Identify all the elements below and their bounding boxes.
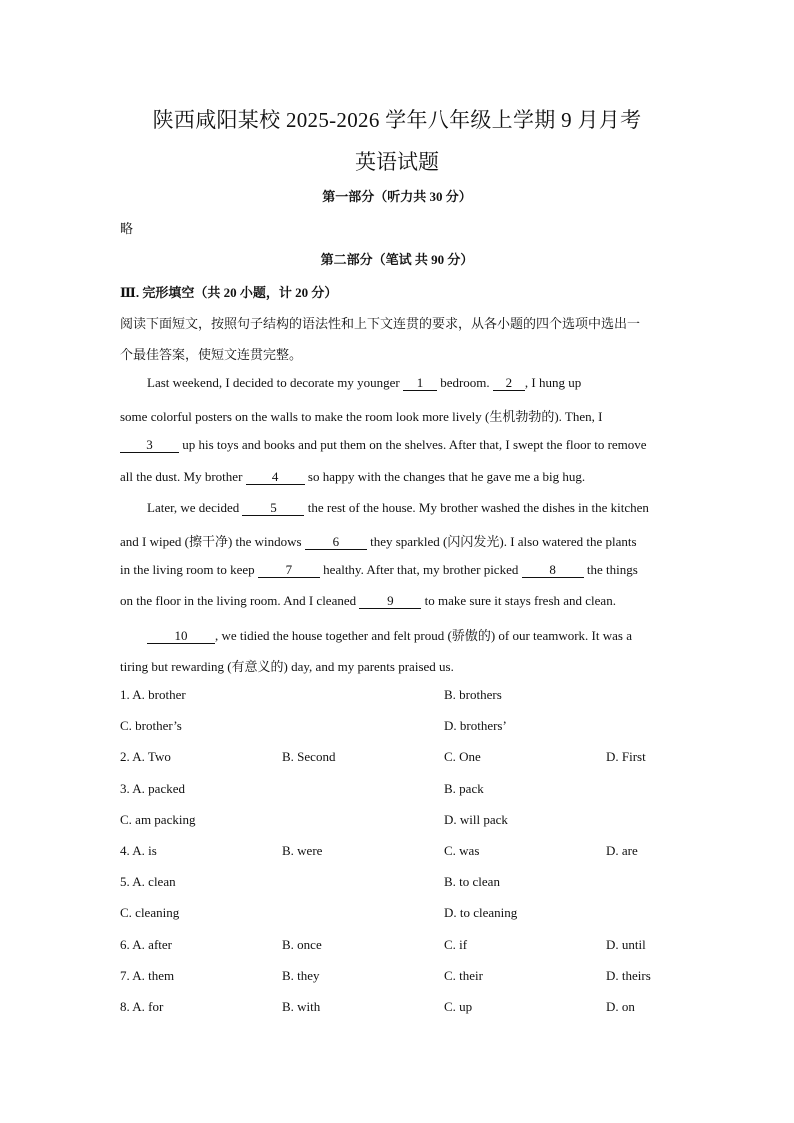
option-q4-b: B. were xyxy=(282,843,323,858)
option-q3-d: D. will pack xyxy=(444,812,508,827)
passage-text: up his toys and books and put them on the shelves. After that, I swept the floor to remove xyxy=(179,437,647,452)
option-q4-a: 4. A. is xyxy=(120,843,157,858)
passage-text: all the dust. My brother xyxy=(120,469,246,484)
option-q2-d: D. First xyxy=(606,749,646,764)
option-q2-c: C. One xyxy=(444,749,481,764)
passage-text: on the floor in the living room. And I cleaned xyxy=(120,593,360,608)
option-q2-a: 2. A. Two xyxy=(120,749,171,764)
passage-text: healthy. After that, my brother picked xyxy=(319,562,522,577)
blank-9: 9 xyxy=(359,594,421,609)
option-q5-a: 5. A. clean xyxy=(120,874,176,889)
blank-8: 8 xyxy=(522,563,584,578)
option-q2-b: B. Second xyxy=(282,749,336,764)
option-q8-b: B. with xyxy=(282,999,321,1014)
passage-text: they sparkled (闪闪发光). I also watered the plants xyxy=(366,534,637,549)
passage-line xyxy=(120,437,647,453)
passage-text: so happy with the changes that he gave me a big hug. xyxy=(304,469,586,484)
exam-subtitle: 英语试题 xyxy=(355,150,439,174)
option-q5-c: C. cleaning xyxy=(120,905,180,920)
option-q1-b: B. brothers xyxy=(444,687,502,702)
passage-line: tiring but rewarding (有意义的) day, and my parents praised us. xyxy=(120,659,454,674)
part1-heading: 第一部分（听力共 30 分） xyxy=(322,189,472,204)
passage-text: Last weekend, I decided to decorate my younger xyxy=(147,375,403,390)
option-q3-a: 3. A. packed xyxy=(120,781,185,796)
blank-3: 3 xyxy=(120,438,179,453)
blank-6: 6 xyxy=(305,535,367,550)
option-q6-c: C. if xyxy=(444,937,468,952)
option-q5-d: D. to cleaning xyxy=(444,905,518,920)
instruction-line: 阅读下面短文，按照句子结构的语法性和上下文连贯的要求，从各小题的四个选项中选出一 xyxy=(120,316,641,331)
blank-5: 5 xyxy=(242,501,304,516)
passage-text: the rest of the house. My brother washed the dishes in the kitchen xyxy=(304,500,649,515)
option-q7-b: B. they xyxy=(282,968,320,983)
option-q8-a: 8. A. for xyxy=(120,999,164,1014)
option-q1-d: D. brothers’ xyxy=(444,718,507,733)
passage-line xyxy=(120,562,638,578)
option-q4-d: D. are xyxy=(606,843,638,858)
passage-text: the things xyxy=(583,562,638,577)
option-q4-c: C. was xyxy=(444,843,480,858)
blank-10: 10 xyxy=(147,629,215,644)
section-title: Ⅲ. 完形填空（共 20 小题，计 20 分） xyxy=(120,285,338,300)
passage-line xyxy=(147,625,632,644)
option-q3-b: B. pack xyxy=(444,781,484,796)
passage-text: to make sure it stays fresh and clean. xyxy=(421,593,616,608)
option-q1-a: 1. A. brother xyxy=(120,687,186,702)
exam-title: 陕西咸阳某校 2025-2026 学年八年级上学期 9 月月考 xyxy=(152,108,642,132)
option-q7-d: D. theirs xyxy=(606,968,651,983)
passage-text: in the living room to keep xyxy=(120,562,258,577)
passage-text: Later, we decided xyxy=(147,500,243,515)
blank-4: 4 xyxy=(246,470,305,485)
option-q5-b: B. to clean xyxy=(444,874,500,889)
option-q6-a: 6. A. after xyxy=(120,937,172,952)
option-q3-c: C. am packing xyxy=(120,812,196,827)
blank-7: 7 xyxy=(258,563,320,578)
passage-text: bedroom. xyxy=(436,375,493,390)
option-q7-a: 7. A. them xyxy=(120,968,175,983)
option-q6-b: B. once xyxy=(282,937,322,952)
passage-text: and I wiped (擦干净) the windows xyxy=(120,534,305,549)
passage-text: , we tidied the house together and felt proud (骄傲的) of our teamwork. It was a xyxy=(215,628,632,643)
option-q8-d: D. on xyxy=(606,999,635,1014)
passage-line: some colorful posters on the walls to make the room look more lively (生机勃勃的). Then, I xyxy=(120,409,603,424)
part2-heading: 第二部分（笔试 共 90 分） xyxy=(320,252,474,267)
passage-line xyxy=(147,500,649,516)
instruction-line: 个最佳答案，使短文连贯完整。 xyxy=(120,347,303,362)
passage-line xyxy=(120,469,585,485)
option-q1-c: C. brother’s xyxy=(120,718,182,733)
option-q8-c: C. up xyxy=(444,999,473,1014)
option-q7-c: C. their xyxy=(444,968,483,983)
passage-line xyxy=(120,593,616,609)
part1-note: 略 xyxy=(120,221,134,236)
blank-2: 2 xyxy=(493,376,525,391)
passage-line xyxy=(147,375,581,391)
option-q6-d: D. until xyxy=(606,937,646,952)
passage-text: , I hung up xyxy=(524,375,582,390)
passage-line xyxy=(120,531,637,550)
blank-1: 1 xyxy=(403,376,437,391)
